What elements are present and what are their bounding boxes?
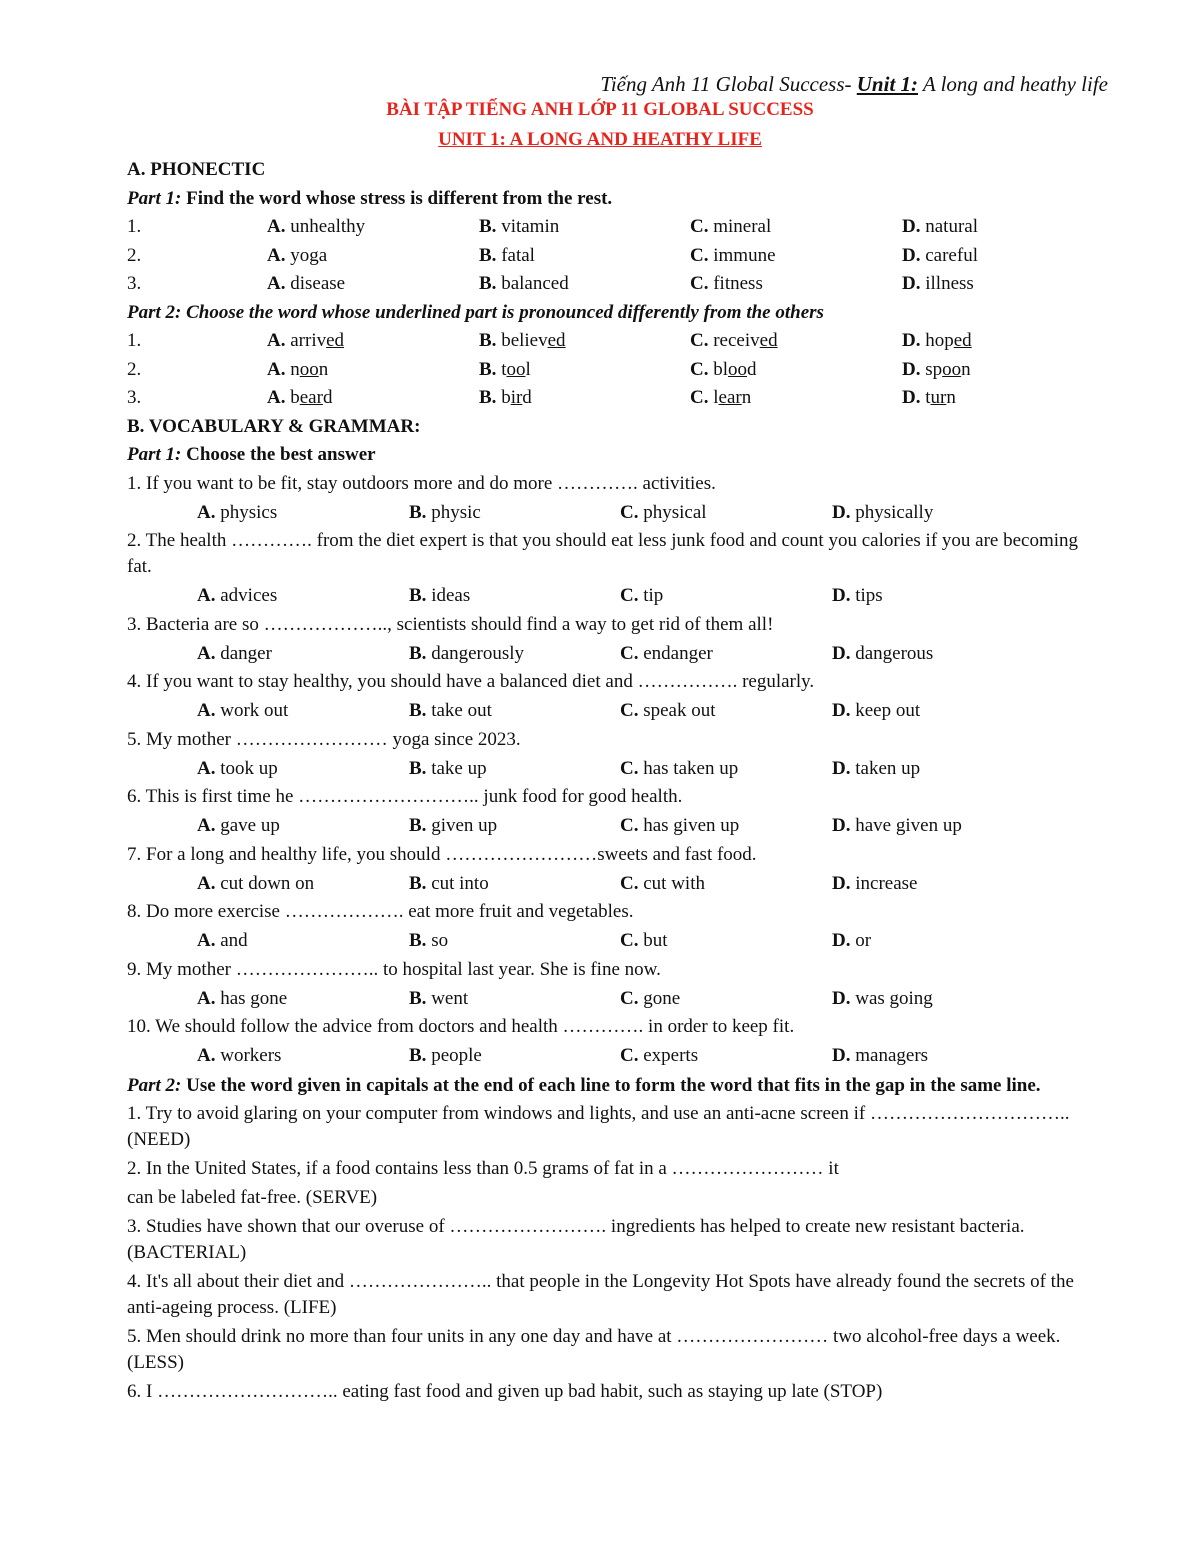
question-text: 7. For a long and healthy life, you should ……………………sweets and fast food.: [127, 843, 757, 865]
underlined-part: oo: [728, 358, 748, 380]
option-letter: A.: [197, 872, 216, 894]
answer-options: [127, 697, 1087, 726]
option-letter: A.: [197, 501, 216, 523]
option-letter: B.: [479, 273, 497, 294]
option-letter: D.: [832, 501, 851, 523]
option-letter: B.: [479, 244, 497, 266]
part-label: Part 1:: [127, 444, 182, 465]
option-a: A. danger: [197, 642, 272, 664]
question-row: [127, 213, 1087, 242]
option-b: B. believed: [479, 330, 566, 351]
option-letter: C.: [620, 987, 639, 1009]
option-letter: B.: [479, 330, 497, 351]
option-d: D. dangerous: [832, 642, 934, 664]
question-number: 3.: [127, 387, 142, 408]
doc-title: BÀI TẬP TIẾNG ANH LỚP 11 GLOBAL SUCCESS: [386, 99, 814, 120]
option-letter: B.: [409, 757, 427, 779]
option-a: A. yoga: [267, 244, 328, 266]
question-number: 1.: [127, 330, 142, 351]
underlined-part: ir: [510, 387, 523, 408]
answer-options: [127, 582, 1087, 611]
option-a: A. workers: [197, 1045, 282, 1066]
option-b: B. tool: [479, 358, 531, 380]
header-suffix: A long and heathy life: [918, 72, 1108, 96]
option-d: D. illness: [902, 273, 974, 294]
option-letter: C.: [690, 273, 709, 294]
option-letter: C.: [620, 757, 639, 779]
answer-options: [127, 870, 1087, 899]
option-letter: D.: [902, 387, 921, 408]
option-a: A. beard: [267, 387, 333, 408]
underlined-part: oo: [299, 358, 319, 380]
option-letter: D.: [832, 930, 851, 951]
option-d: D. keep out: [832, 700, 921, 721]
answer-options: [127, 927, 1087, 956]
word-form-question: 3. Studies have shown that our overuse of ……………………. ingredients has helped to create new resistant bacteria. (BACTERIAL): [127, 1215, 1025, 1263]
option-letter: A.: [197, 815, 216, 836]
question-row: [127, 384, 1087, 413]
option-d: D. spoon: [902, 358, 971, 380]
option-a: A. arrived: [267, 330, 345, 351]
option-letter: D.: [832, 987, 851, 1009]
option-letter: D.: [902, 216, 921, 237]
option-d: D. tips: [832, 585, 883, 606]
option-letter: A.: [267, 387, 286, 408]
underlined-part: ed: [326, 330, 345, 351]
part-label: Part 2:: [127, 1074, 182, 1096]
section-b-part2-instruction: [127, 1071, 1087, 1100]
option-b: B. bird: [479, 387, 532, 408]
question-row: [127, 327, 1087, 356]
option-c: C. fitness: [690, 273, 763, 294]
option-d: D. turn: [902, 387, 956, 408]
option-b: B. take up: [409, 757, 487, 779]
option-d: D. natural: [902, 216, 978, 237]
question-number: 1.: [127, 216, 142, 237]
option-letter: B.: [479, 216, 497, 237]
option-b: B. dangerously: [409, 642, 525, 664]
option-c: C. learn: [690, 387, 752, 408]
option-a: A. took up: [197, 757, 278, 779]
option-c: C. has given up: [620, 815, 740, 836]
option-a: A. physics: [197, 501, 278, 523]
option-letter: D.: [902, 330, 921, 351]
option-letter: B.: [409, 815, 427, 836]
option-d: D. increase: [832, 872, 918, 894]
option-letter: A.: [267, 330, 286, 351]
option-d: D. hoped: [902, 330, 972, 351]
option-d: D. managers: [832, 1045, 929, 1066]
option-letter: D.: [832, 642, 851, 664]
part-text: Choose the best answer: [181, 444, 376, 465]
option-letter: A.: [197, 930, 216, 951]
option-c: C. but: [620, 930, 668, 951]
option-d: D. physically: [832, 501, 934, 523]
option-b: B. balanced: [479, 273, 569, 294]
option-letter: C.: [620, 700, 639, 721]
option-letter: C.: [620, 585, 639, 606]
question-row: [127, 356, 1087, 385]
option-d: D. was going: [832, 987, 933, 1009]
option-letter: C.: [620, 930, 639, 951]
option-d: D. taken up: [832, 757, 921, 779]
underlined-part: ed: [759, 330, 778, 351]
question-text: 10. We should follow the advice from doctors and health …………. in order to keep fit.: [127, 1016, 795, 1037]
doc-subtitle: UNIT 1: A LONG AND HEATHY LIFE: [438, 129, 762, 150]
option-d: D. or: [832, 930, 872, 951]
option-letter: A.: [197, 642, 216, 664]
part-text: Use the word given in capitals at the end of each line to form the word that fits in the gap in the same line.: [181, 1074, 1041, 1096]
answer-options: [127, 1042, 1087, 1071]
option-b: B. cut into: [409, 872, 489, 894]
option-b: B. fatal: [479, 244, 535, 266]
option-letter: B.: [409, 987, 427, 1009]
option-c: C. cut with: [620, 872, 705, 894]
section-b-part1-instruction: [127, 441, 1087, 470]
option-a: A. unhealthy: [267, 216, 366, 237]
option-a: A. has gone: [197, 987, 288, 1009]
option-c: C. experts: [620, 1045, 699, 1066]
option-letter: B.: [409, 930, 427, 951]
question-number: 2.: [127, 244, 142, 266]
option-letter: B.: [409, 501, 427, 523]
page-header: [600, 72, 1108, 97]
question-text: 6. This is first time he ……………………….. junk food for good health.: [127, 786, 683, 807]
option-letter: A.: [197, 987, 216, 1009]
question-row: [127, 270, 1087, 299]
option-a: A. advices: [197, 585, 278, 606]
option-letter: D.: [832, 585, 851, 606]
worksheet-content: [127, 156, 1087, 1407]
part-text: Find the word whose stress is different from the rest.: [181, 187, 613, 209]
option-letter: A.: [197, 585, 216, 606]
word-form-question: 2. In the United States, if a food contains less than 0.5 grams of fat in a …………………… it: [127, 1157, 839, 1179]
option-b: B. went: [409, 987, 469, 1009]
option-a: A. noon: [267, 358, 329, 380]
option-c: C. immune: [690, 244, 776, 266]
option-letter: D.: [902, 358, 921, 380]
word-form-question: 6. I ……………………….. eating fast food and given up bad habit, such as staying up late (STOP): [127, 1380, 883, 1402]
option-letter: B.: [409, 585, 427, 606]
option-b: B. people: [409, 1045, 482, 1066]
question-text: 1. If you want to be fit, stay outdoors more and do more …………. activities.: [127, 472, 716, 494]
option-letter: A.: [267, 358, 286, 380]
pronunciation-questions: [127, 327, 1087, 413]
underlined-part: ed: [547, 330, 566, 351]
option-c: C. endanger: [620, 642, 713, 664]
option-b: B. so: [409, 930, 449, 951]
option-c: C. blood: [690, 358, 757, 380]
option-a: A. cut down on: [197, 872, 315, 894]
answer-options: [127, 985, 1087, 1014]
question-number: 2.: [127, 358, 142, 380]
option-letter: C.: [690, 244, 709, 266]
option-b: B. physic: [409, 501, 481, 523]
option-letter: D.: [832, 1045, 851, 1066]
option-a: A. disease: [267, 273, 346, 294]
option-letter: A.: [267, 273, 286, 294]
underlined-part: ear: [718, 387, 742, 408]
section-b-heading: B. VOCABULARY & GRAMMAR:: [127, 415, 421, 437]
option-letter: C.: [620, 1045, 639, 1066]
word-form-question: 4. It's all about their diet and ………………….. that people in the Longevity Hot Spots have already found the secrets of the anti-ageing process. (LIFE): [127, 1270, 1074, 1318]
option-a: A. gave up: [197, 815, 280, 836]
underlined-part: ur: [930, 387, 947, 408]
word-form-question: 5. Men should drink no more than four units in any one day and have at …………………… two alcohol-free days a week. (LESS): [127, 1325, 1061, 1373]
option-c: C. tip: [620, 585, 664, 606]
option-c: C. mineral: [690, 216, 772, 237]
option-letter: B.: [409, 700, 427, 721]
option-letter: A.: [197, 1045, 216, 1066]
word-formation-questions: [127, 1100, 1087, 1407]
answer-options: [127, 640, 1087, 669]
option-letter: C.: [690, 358, 709, 380]
option-b: B. take out: [409, 700, 492, 721]
section-a-heading: A. PHONECTIC: [127, 159, 266, 180]
option-a: A. and: [197, 930, 248, 951]
option-a: A. work out: [197, 700, 289, 721]
answer-options: [127, 812, 1087, 841]
header-prefix: Tiếng Anh 11 Global Success-: [600, 72, 857, 96]
multiple-choice-questions: [127, 470, 1087, 1071]
question-number: 3.: [127, 273, 142, 294]
option-d: D. have given up: [832, 815, 962, 836]
option-letter: A.: [267, 244, 286, 266]
word-form-question: can be labeled fat-free. (SERVE): [127, 1186, 378, 1208]
option-letter: A.: [197, 700, 216, 721]
option-b: B. given up: [409, 815, 498, 836]
underlined-part: oo: [506, 358, 526, 380]
option-c: C. has taken up: [620, 757, 739, 779]
option-letter: D.: [902, 244, 921, 266]
header-unit: Unit 1:: [856, 72, 919, 96]
option-c: C. gone: [620, 987, 681, 1009]
option-letter: D.: [902, 273, 921, 294]
part-label: Part 1:: [127, 187, 182, 209]
option-c: C. physical: [620, 501, 707, 523]
question-text: 9. My mother ………………….. to hospital last year. She is fine now.: [127, 958, 661, 980]
question-text: 5. My mother …………………… yoga since 2023.: [127, 728, 521, 750]
option-letter: C.: [690, 216, 709, 237]
option-letter: D.: [832, 815, 851, 836]
underlined-part: ed: [953, 330, 972, 351]
option-letter: B.: [409, 642, 427, 664]
option-letter: A.: [197, 757, 216, 779]
option-b: B. ideas: [409, 585, 471, 606]
option-letter: C.: [620, 642, 639, 664]
underlined-part: oo: [942, 358, 962, 380]
option-letter: B.: [409, 1045, 427, 1066]
question-text: 8. Do more exercise ………………. eat more fruit and vegetables.: [127, 901, 634, 922]
option-letter: C.: [620, 501, 639, 523]
answer-options: [127, 499, 1087, 528]
section-a-part2-instruction: Part 2: Choose the word whose underlined part is pronounced differently from the others: [127, 301, 824, 323]
option-c: C. received: [690, 330, 778, 351]
option-letter: B.: [479, 358, 497, 380]
option-letter: B.: [409, 872, 427, 894]
word-form-question: 1. Try to avoid glaring on your computer from windows and lights, and use an anti-acne screen if ………………………….. (NEED): [127, 1102, 1070, 1150]
option-letter: A.: [267, 216, 286, 237]
underlined-part: ear: [299, 387, 323, 408]
option-c: C. speak out: [620, 700, 716, 721]
question-row: [127, 242, 1087, 271]
option-letter: C.: [690, 387, 709, 408]
option-b: B. vitamin: [479, 216, 560, 237]
option-letter: D.: [832, 700, 851, 721]
option-letter: C.: [690, 330, 709, 351]
option-d: D. careful: [902, 244, 978, 266]
question-text: 3. Bacteria are so ……………….., scientists should find a way to get rid of them all!: [127, 613, 774, 635]
question-text: 2. The health …………. from the diet expert is that you should eat less junk food and count you calories if you are becoming fat.: [127, 530, 1079, 577]
option-letter: D.: [832, 757, 851, 779]
answer-options: [127, 755, 1087, 784]
stress-questions: [127, 213, 1087, 299]
section-a-part1-instruction: [127, 185, 1087, 214]
option-letter: C.: [620, 872, 639, 894]
option-letter: D.: [832, 872, 851, 894]
option-letter: B.: [479, 387, 497, 408]
question-text: 4. If you want to stay healthy, you should have a balanced diet and ……………. regularly.: [127, 671, 815, 692]
option-letter: C.: [620, 815, 639, 836]
